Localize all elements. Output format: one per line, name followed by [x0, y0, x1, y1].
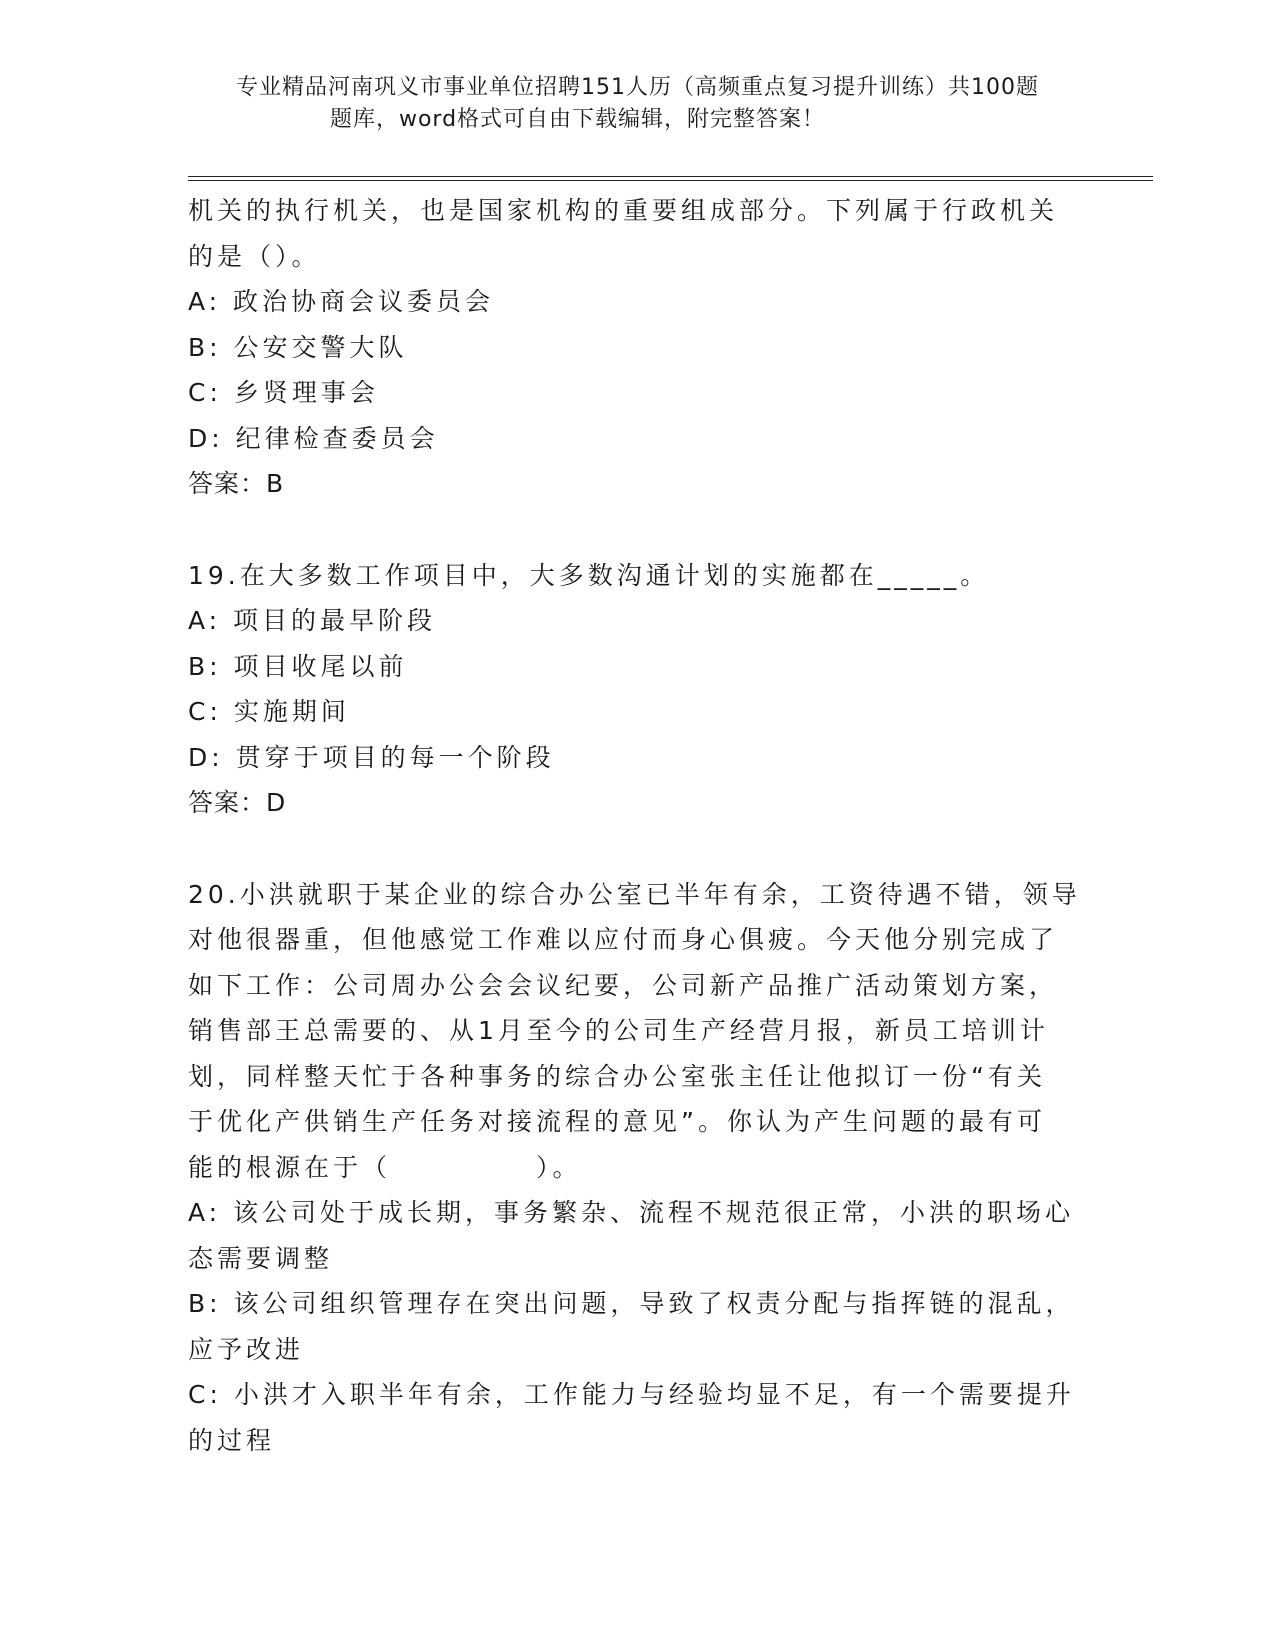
option-b: B: 该公司组织管理存在突出问题，导致了权责分配与指挥链的混乱，: [188, 1289, 1075, 1318]
answer-text: 答案：B: [188, 469, 285, 498]
spacer: [188, 826, 1088, 872]
option-a: A: 项目的最早阶段: [188, 606, 437, 635]
document-header: [0, 72, 1275, 136]
option-d: D: 贯穿于项目的每一个阶段: [188, 742, 555, 772]
question-stem: 能的根源在于（ ）。: [188, 1152, 582, 1182]
option-b: B: 公安交警大队: [188, 332, 408, 362]
question-stem: 的是（）。: [188, 241, 321, 271]
question-stem: 机关的执行机关，也是国家机构的重要组成部分。下列属于行政机关: [188, 196, 1059, 225]
question-20: [188, 872, 1088, 1464]
question-18: [188, 188, 1088, 507]
question-stem: 销售部王总需要的、从1月至今的公司生产经营月报，新员工培训计: [188, 1016, 1049, 1045]
question-19: [188, 553, 1088, 826]
option-c: C: 实施期间: [188, 697, 350, 726]
question-stem: 对他很器重，但他感觉工作难以应付而身心俱疲。今天他分别完成了: [188, 925, 1059, 954]
header-divider: [188, 176, 1153, 181]
document-body: [188, 188, 1088, 1463]
option-c: C: 小洪才入职半年有余，工作能力与经验均显不足，有一个需要提升: [188, 1380, 1075, 1409]
answer-text: 答案：D: [188, 788, 287, 817]
question-stem: 20.小洪就职于某企业的综合办公室已半年有余，工资待遇不错，领导: [188, 879, 1081, 909]
question-stem: 于优化产供销生产任务对接流程的意见”。你认为产生问题的最有可: [188, 1107, 1046, 1136]
spacer: [188, 507, 1088, 553]
option-a-continued: 态需要调整: [188, 1243, 334, 1273]
header-title-line-2: 题库，word格式可自由下载编辑，附完整答案！: [329, 107, 826, 132]
option-c-continued: 的过程: [188, 1425, 276, 1455]
option-b-continued: 应予改进: [188, 1334, 305, 1364]
option-d: D: 纪律检查委员会: [188, 423, 439, 453]
question-stem: 如下工作：公司周办公会会议纪要，公司新产品推广活动策划方案，: [188, 970, 1059, 1000]
option-c: C: 乡贤理事会: [188, 378, 379, 407]
option-a: A: 该公司处于成长期，事务繁杂、流程不规范很正常，小洪的职场心: [188, 1198, 1075, 1227]
question-stem: 划，同样整天忙于各种事务的综合办公室张主任让他拟订一份“有关: [188, 1061, 1046, 1091]
option-b: B: 项目收尾以前: [188, 651, 408, 681]
option-a: A: 政治协商会议委员会: [188, 287, 495, 316]
header-title-line-1: 专业精品河南巩义市事业单位招聘151人历（高频重点复习提升训练）共100题: [236, 75, 1039, 100]
question-stem: 19.在大多数工作项目中，大多数沟通计划的实施都在_____。: [188, 560, 990, 590]
